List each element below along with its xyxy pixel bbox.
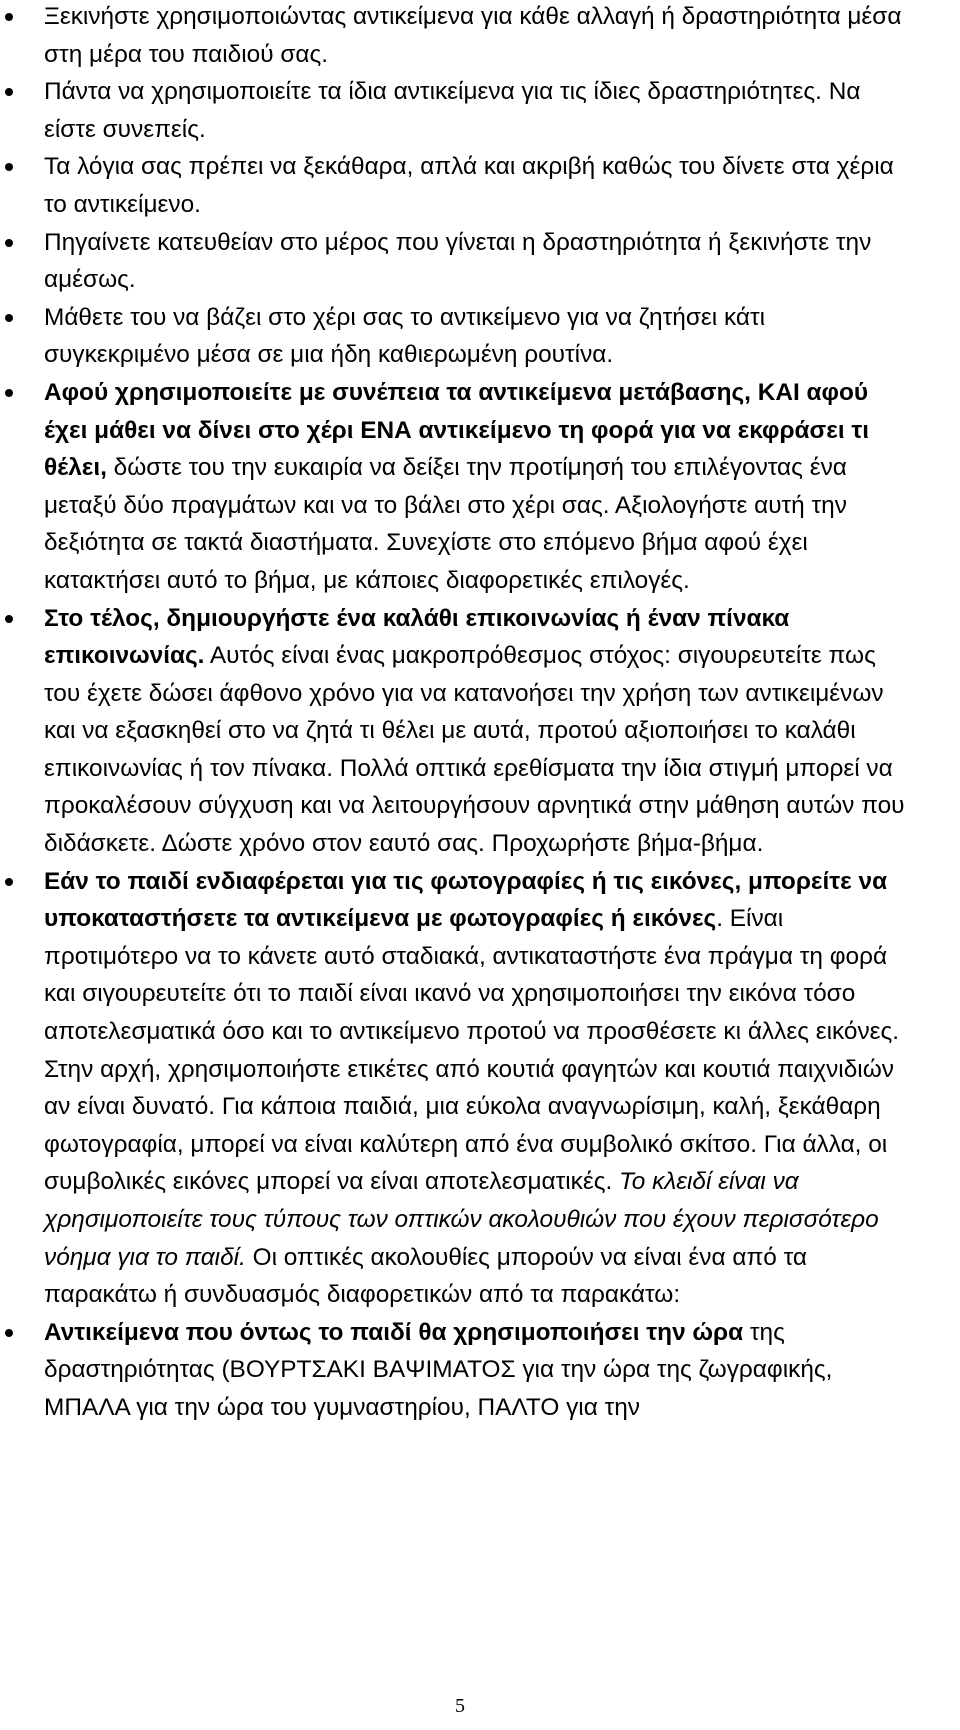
bullet-item — [0, 299, 914, 374]
bullet-item — [0, 374, 914, 600]
bullet-item — [0, 863, 914, 1314]
bullet-item — [0, 73, 914, 148]
bullet-item — [0, 600, 914, 863]
bullet-dot-icon — [5, 13, 13, 21]
text-run-normal: Πάντα να χρησιμοποιείτε τα ίδια αντικείμενα για τις ίδιες δραστηριότητες. Να είστε συνεπείς. — [44, 78, 861, 143]
text-run-normal: . Είναι προτιμότερο να το κάνετε αυτό σταδιακά, αντικαταστήστε ένα πράγμα τη φορά και σιγουρευτείτε ότι το παιδί είναι ικανό να χρησιμοποιήσει την εικόνα τόσο αποτελεσματικά όσο και το αντικείμενο προτού να προσθέσετε κι άλλες εικόνες. Στην αρχή, χρησιμοποιήστε ετικέτες από κουτιά φαγητών και κουτιά παιχνιδιών αν είναι δυνατό. Για κάποια παιδιά, μια εύκολα αναγνωρίσιμη, καλή, ξεκάθαρη φωτογραφία, μπορεί να είναι καλύτερη από ένα συμβολικό σκίτσο. Για άλλα, οι συμβολικές εικόνες μπορεί να είναι αποτελεσματικές. — [44, 905, 900, 1196]
text-run-normal: Πηγαίνετε κατευθείαν στο μέρος που γίνεται η δραστηριότητα ή ξεκινήστε την αμέσως. — [44, 228, 872, 294]
text-run-normal: Ξεκινήστε χρησιμοποιώντας αντικείμενα για κάθε αλλαγή ή δραστηριότητα μέσα στη μέρα του παιδιού σας. — [44, 3, 902, 68]
bullet-dot-icon — [5, 88, 13, 96]
text-run-normal: Μάθετε του να βάζει στο χέρι σας το αντικείμενο για να ζητήσει κάτι συγκεκριμένο μέσα σε μια ήδη καθιερωμένη ρουτίνα. — [44, 303, 765, 369]
text-run-italic: Το κλειδί είναι να χρησιμοποιείτε τους τύπους των οπτικών ακολουθιών που έχουν περισσότερο νόημα για το παιδί. — [44, 1168, 879, 1271]
bullet-dot-icon — [5, 314, 13, 322]
text-run-normal: Τα λόγια σας πρέπει να ξεκάθαρα, απλά και ακριβή καθώς του δίνετε στα χέρια το αντικείμενο. — [44, 153, 894, 218]
bullet-dot-icon — [5, 615, 13, 623]
bullet-dot-icon — [5, 1329, 13, 1337]
bullet-dot-icon — [5, 163, 13, 171]
page-number: 5 — [455, 1695, 465, 1717]
text-run-bold: Εάν το παιδί ενδιαφέρεται για τις φωτογραφίες ή τις εικόνες, μπορείτε να υποκαταστήσετε τα αντικείμενα με φωτογραφίες ή εικόνες — [44, 867, 888, 933]
bullet-item — [0, 1314, 914, 1427]
text-run-normal: Αυτός είναι ένας μακροπρόθεσμος στόχος: σιγουρευτείτε πως του έχετε δώσει άφθονο χρόνο για να κατανοήσει την χρήση των αντικειμένων και να εξασκηθεί στο να ζητά τι θέλει με αυτά, προτού αξιοποιήσει το καλάθι επικοινωνίας ή τον πίνακα. Πολλά οπτικά ερεθίσματα την ίδια στιγμή μπορεί να προκαλέσουν σύγχυση και να λειτουργήσουν αρνητικά στην μάθηση αυτών που διδάσκετε. Δώστε χρόνο στον εαυτό σας. Προχωρήστε βήμα-βήμα. — [44, 642, 905, 858]
bullet-item — [0, 0, 914, 73]
bullet-dot-icon — [5, 878, 13, 886]
bullet-item — [0, 224, 914, 299]
text-run-bold: Αφού χρησιμοποιείτε με συνέπεια τα αντικείμενα μετάβασης, ΚΑΙ αφού έχει μάθει να δίνει στο χέρι ΕΝΑ αντικείμενο τη φορά για να εκφράσει τι θέλει, — [44, 378, 870, 482]
bullet-dot-icon — [5, 239, 13, 247]
bullet-item — [0, 148, 914, 223]
text-run-bold: Αντικείμενα που όντως το παιδί θα χρησιμοποιήσει την ώρα — [44, 1318, 744, 1346]
text-run-normal: δώστε του την ευκαιρία να δείξει την προτίμησή του επιλέγοντας ένα μεταξύ δύο πραγμάτων και να το βάλει στο χέρι σας. Αξιολογήστε αυτή την δεξιότητα σε τακτά διαστήματα. Συνεχίστε στο επόμενο βήμα αφού έχει κατακτήσει αυτό το βήμα, με κάποιες διαφορετικές επιλογές. — [44, 454, 847, 594]
bullet-dot-icon — [5, 389, 13, 397]
text-run-normal: Οι οπτικές ακολουθίες μπορούν να είναι ένα από τα παρακάτω ή συνδυασμός διαφορετικών από τα παρακάτω: — [44, 1243, 808, 1309]
text-run-normal: της δραστηριότητας (ΒΟΥΡΤΣΑΚΙ ΒΑΨΙΜΑΤΟΣ για την ώρα της ζωγραφικής, ΜΠΑΛΑ για την ώρα του γυμναστηρίου, ΠΑΛΤΟ για την — [44, 1318, 833, 1421]
text-run-bold: Στο τέλος, δημιουργήστε ένα καλάθι επικοινωνίας ή έναν πίνακα επικοινωνίας. — [44, 604, 790, 670]
